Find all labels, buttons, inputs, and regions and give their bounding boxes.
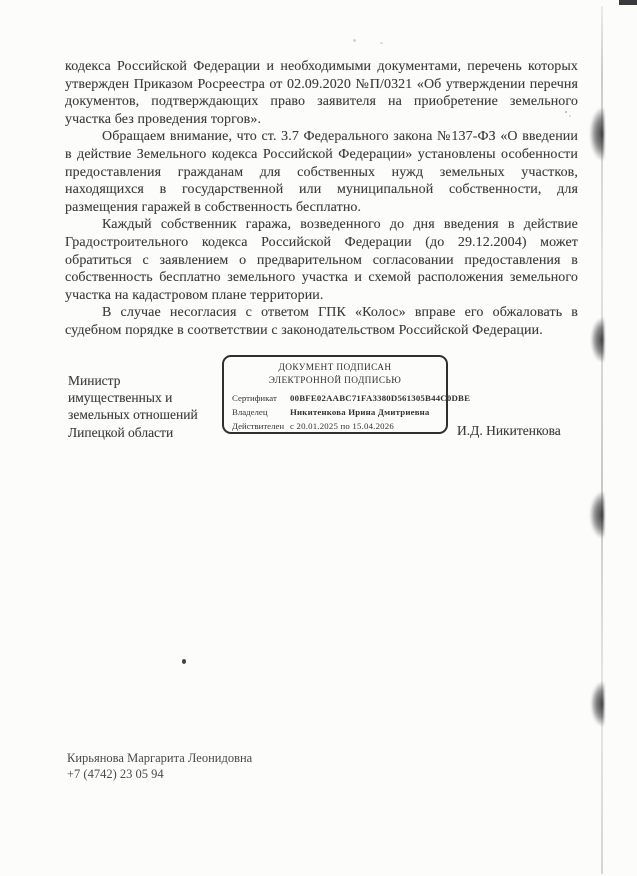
body-line: судебном порядке в соответствии с законодательством Российской Федерации. xyxy=(65,322,543,338)
stamp-title-line: ЭЛЕКТРОННОЙ ПОДПИСЬЮ xyxy=(268,375,402,386)
stamp-field-certificate xyxy=(232,392,471,406)
body-line: утвержден Приказом Росреестра от 02.09.2020 №П/0321 «Об утверждении перечня xyxy=(65,76,578,92)
contact-name: Кирьянова Маргарита Леонидовна xyxy=(67,751,253,765)
scan-speck xyxy=(380,42,383,44)
scan-speck xyxy=(565,111,567,113)
stamp-fields xyxy=(232,392,471,433)
body-line: предоставления гражданам для собственных нужд земельных участков, xyxy=(65,164,578,180)
contact-phone: +7 (4742) 23 05 94 xyxy=(67,766,164,781)
body-line: участка без проведения торгов». xyxy=(65,111,262,127)
stamp-field-label: Сертификат xyxy=(232,393,277,403)
body-line: кодекса Российской Федерации и необходимыми документами, перечень которых xyxy=(65,59,578,74)
body-line: собственность бесплатно земельного участка и схемой расположения земельного xyxy=(65,270,578,286)
stamp-title-line: ДОКУМЕНТ ПОДПИСАН xyxy=(278,363,392,373)
signer-name: И.Д. Никитенкова xyxy=(457,423,561,438)
body-line: Градостроительного кодекса Российской Федерации (до 29.12.2004) может xyxy=(65,234,578,250)
stamp-field-label: Владелец xyxy=(232,406,268,417)
executor-contact xyxy=(67,751,252,782)
signer-title-line: Липецкой области xyxy=(68,424,174,440)
electronic-signature-stamp xyxy=(222,355,471,434)
document-body xyxy=(65,58,578,340)
body-line: Каждый собственник гаража, возведенного до дня введения в действие xyxy=(102,217,578,233)
scan-smudge xyxy=(591,318,604,362)
signer-title-line: имущественных и xyxy=(68,390,173,406)
stamp-title xyxy=(232,362,438,387)
stamp-field-validity xyxy=(232,420,438,434)
body-line: Обращаем внимание, что ст. 3.7 Федерального закона №137-ФЗ «О введении xyxy=(102,129,578,145)
body-line: находящихся в государственной или муниципальной собственности, для xyxy=(65,182,578,198)
signer-title-line: земельных отношений xyxy=(68,407,198,423)
body-line: В случае несогласия с ответом ГПК «Колос» вправе его обжаловать в xyxy=(102,305,578,321)
stamp-field-owner xyxy=(232,406,438,420)
body-line: в действие Земельного кодекса Российской Федерации» установлены особенности xyxy=(65,146,578,162)
body-line: обратиться с заявлением о предварительном согласовании предоставления в xyxy=(65,252,578,268)
body-line: документов, подтверждающих право заявителя на приобретение земельного xyxy=(65,94,578,110)
scan-speck xyxy=(569,115,571,117)
scan-corner-mark xyxy=(619,0,637,5)
certificate-number: 00BFE02AABC71FA3380D561305B44C0DBE xyxy=(290,393,471,403)
stamp-field-label: Действителен xyxy=(232,420,285,431)
validity-period: с 20.01.2025 по 15.04.2026 xyxy=(290,420,394,431)
scan-smudge xyxy=(591,682,604,726)
owner-name: Никитенкова Ирина Дмитриевна xyxy=(290,406,430,417)
scan-speck xyxy=(353,39,356,42)
scan-smudge xyxy=(590,108,604,160)
scan-smudge xyxy=(590,492,604,538)
body-line: участка на кадастровом плане территории. xyxy=(65,287,324,303)
signer-title-line: Министр xyxy=(68,373,121,388)
signer-title xyxy=(68,372,198,441)
body-line: размещения гаражей в собственность бесплатно. xyxy=(65,199,362,215)
scan-speck xyxy=(182,659,186,664)
